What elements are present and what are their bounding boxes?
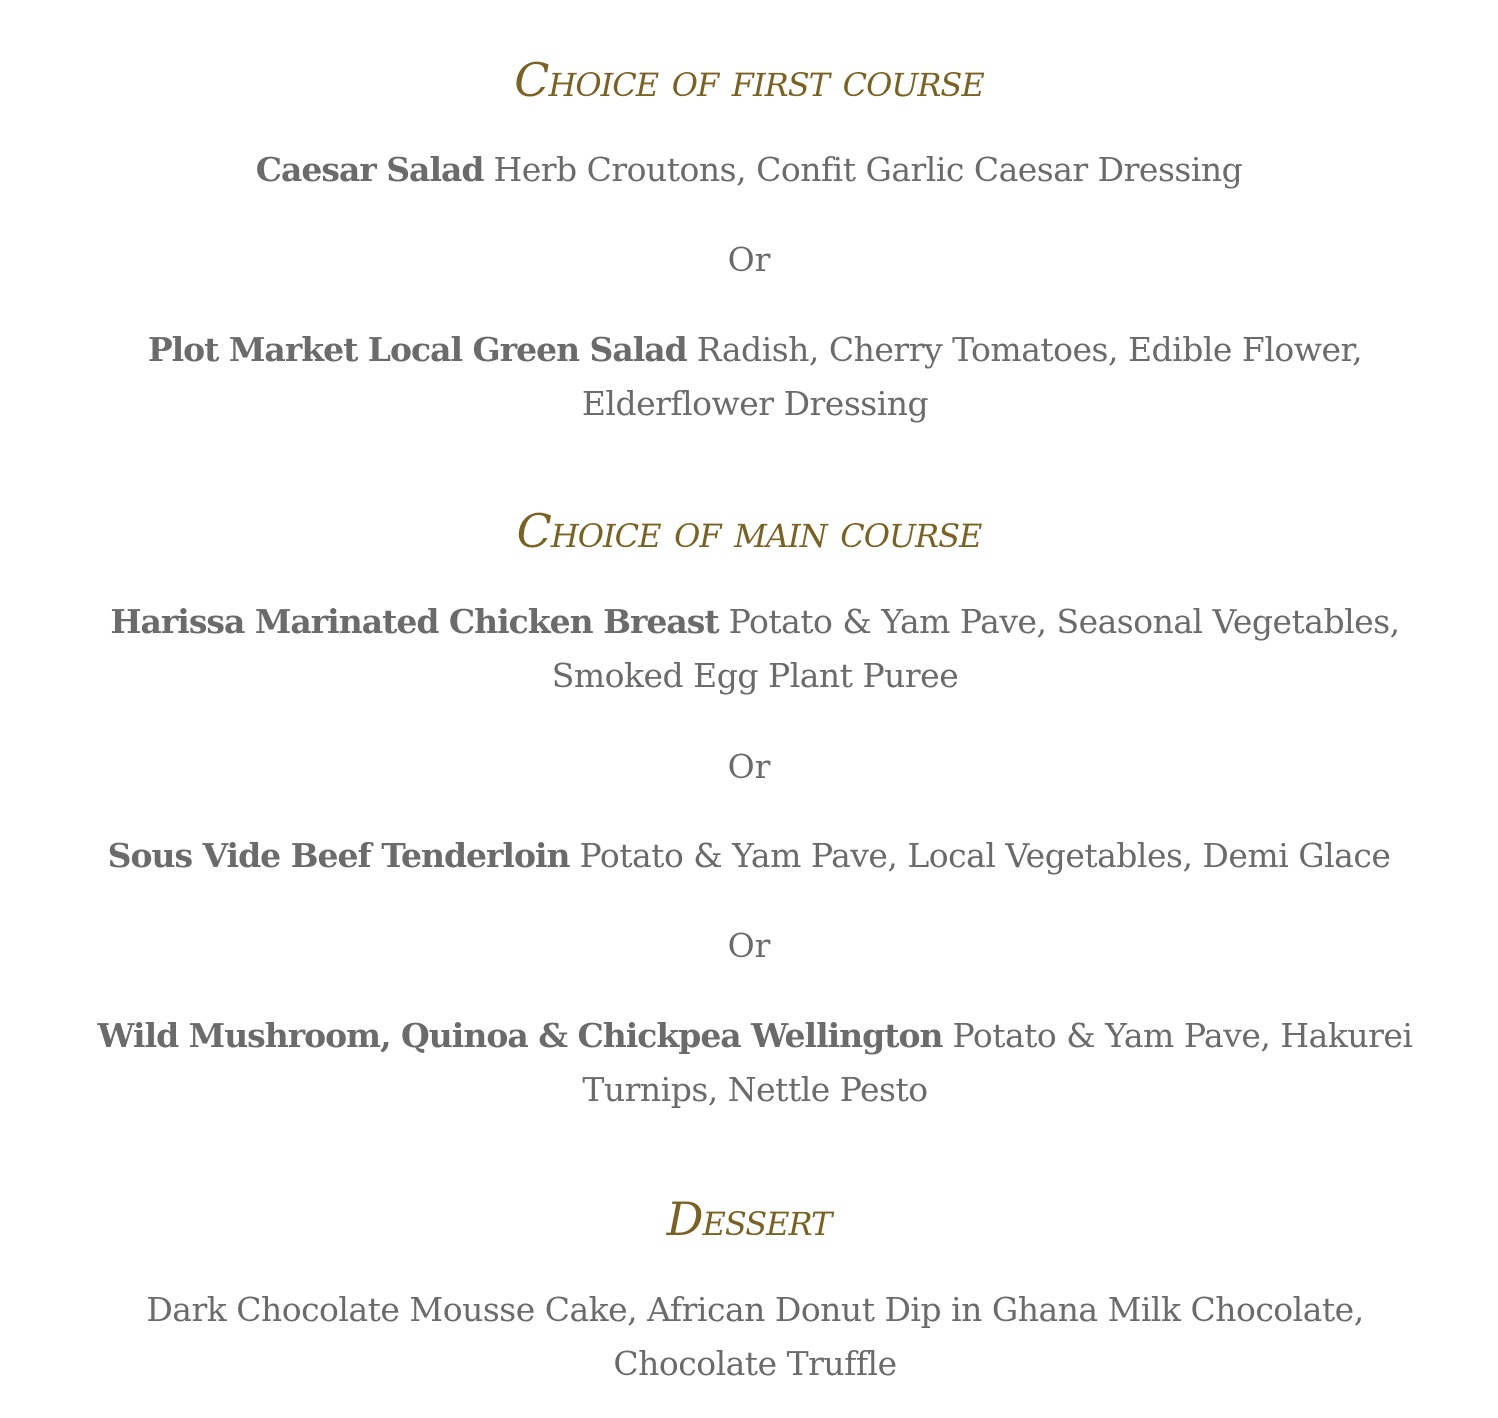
menu-item-wellington	[80, 1009, 1430, 1117]
menu-item-green-salad	[100, 323, 1410, 431]
first-course-title: Choice of first course	[514, 53, 984, 107]
item-name: Harissa Marinated Chicken Breast	[110, 602, 719, 641]
or-separator: Or	[727, 240, 771, 279]
dessert-title: Dessert	[666, 1192, 832, 1246]
item-name: Wild Mushroom, Quinoa & Chickpea Wellington	[97, 1016, 943, 1055]
item-description: Potato & Yam Pave, Local Vegetables, Demi Glace	[579, 836, 1391, 875]
dessert-description: Dark Chocolate Mousse Cake, African Donut Dip in Ghana Milk Chocolate, Chocolate Truffle	[146, 1290, 1364, 1383]
or-separator: Or	[727, 926, 771, 965]
menu-item-beef-tenderloin	[0, 829, 1498, 883]
menu-item-chicken-breast	[70, 595, 1440, 703]
menu-item-caesar-salad	[0, 143, 1498, 197]
item-description: Potato & Yam Pave, Hakurei Turnips, Nettle Pesto	[582, 1016, 1413, 1109]
or-separator: Or	[727, 747, 771, 786]
item-description: Radish, Cherry Tomatoes, Edible Flower, Elderflower Dressing	[581, 330, 1363, 423]
item-name: Sous Vide Beef Tenderloin	[107, 836, 570, 875]
item-description: Herb Croutons, Confit Garlic Caesar Dressing	[493, 150, 1243, 189]
main-course-title: Choice of main course	[516, 504, 982, 558]
item-description: Potato & Yam Pave, Seasonal Vegetables, Smoked Egg Plant Puree	[551, 602, 1400, 695]
item-name: Caesar Salad	[255, 150, 484, 189]
item-name: Plot Market Local Green Salad	[147, 330, 687, 369]
